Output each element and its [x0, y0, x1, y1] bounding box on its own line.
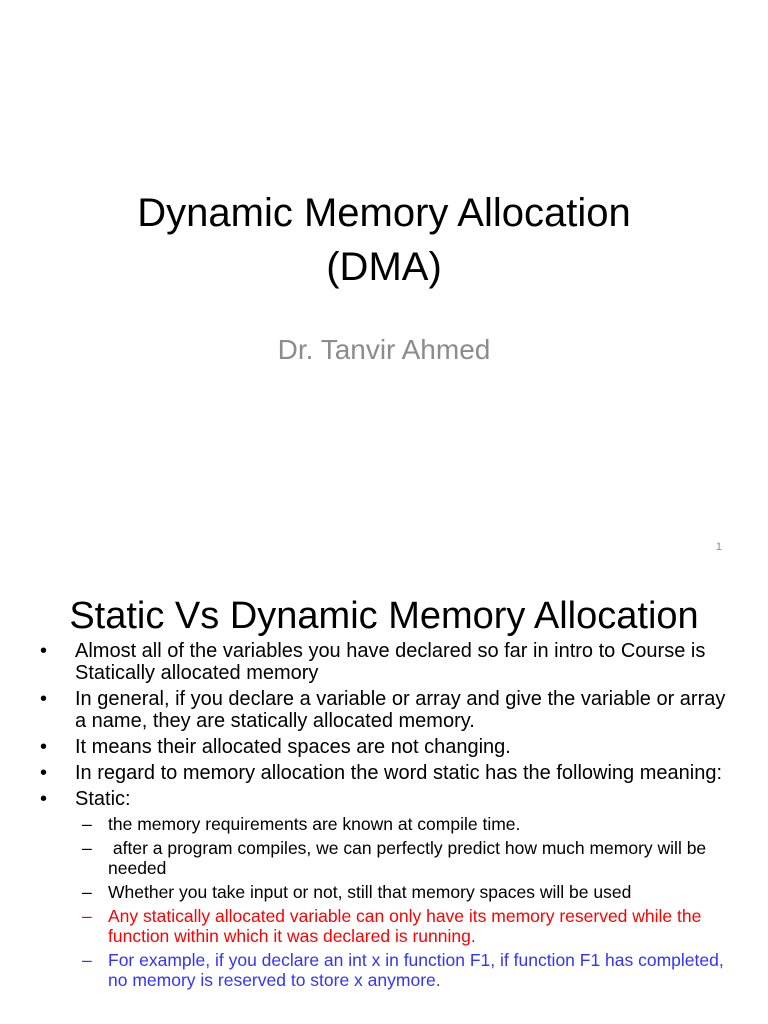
sub-bullet-text: the memory requirements are known at compile time. [108, 814, 521, 834]
bullet-text: Static: [75, 788, 131, 810]
sub-bullet-text: Any statically allocated variable can only have its memory reserved while the function within which it was declared is running. [108, 906, 702, 946]
slide-number: 1 [715, 541, 722, 553]
dash-marker: – [82, 882, 92, 902]
content-slide [0, 576, 768, 1024]
sub-bullet-item [40, 814, 730, 834]
dash-marker: – [82, 906, 92, 926]
slide-title-line-2: (DMA) [326, 245, 442, 289]
sub-bullet-item [40, 882, 730, 902]
sub-bullet-item-highlighted-red [40, 906, 730, 946]
bullet-text: It means their allocated spaces are not changing. [75, 736, 511, 758]
bullet-list [40, 640, 730, 994]
slide-title: Static Vs Dynamic Memory Allocation [69, 595, 699, 637]
bullet-marker: • [40, 640, 48, 662]
bullet-marker: • [40, 688, 48, 710]
dash-marker: – [82, 838, 92, 858]
sub-bullet-text: after a program compiles, we can perfectly predict how much memory will be needed [108, 838, 712, 878]
slide-title [0, 186, 768, 294]
bullet-item [40, 640, 730, 684]
sub-bullet-text: Whether you take input or not, still that memory spaces will be used [108, 882, 632, 902]
sub-bullet-text: For example, if you declare an int x in function F1, if function F1 has completed, no memory is reserved to store x anymore. [108, 950, 724, 990]
bullet-marker: • [40, 762, 48, 784]
bullet-text: In general, if you declare a variable or array and give the variable or array a name, they are statically allocated memory. [75, 688, 726, 732]
bullet-text: Almost all of the variables you have declared so far in intro to Course is Statically allocated memory [75, 640, 706, 684]
bullet-item [40, 688, 730, 732]
sub-bullet-item [40, 838, 730, 878]
bullet-item [40, 788, 730, 810]
slide-title-line-1: Dynamic Memory Allocation [137, 191, 631, 235]
bullet-item [40, 762, 730, 784]
bullet-marker: • [40, 736, 48, 758]
dash-marker: – [82, 814, 92, 834]
sub-bullet-item-highlighted-blue [40, 950, 730, 990]
bullet-marker: • [40, 788, 48, 810]
bullet-item [40, 736, 730, 758]
author-subtitle: Dr. Tanvir Ahmed [277, 334, 491, 365]
dash-marker: – [82, 950, 92, 970]
bullet-text: In regard to memory allocation the word static has the following meaning: [75, 762, 723, 784]
